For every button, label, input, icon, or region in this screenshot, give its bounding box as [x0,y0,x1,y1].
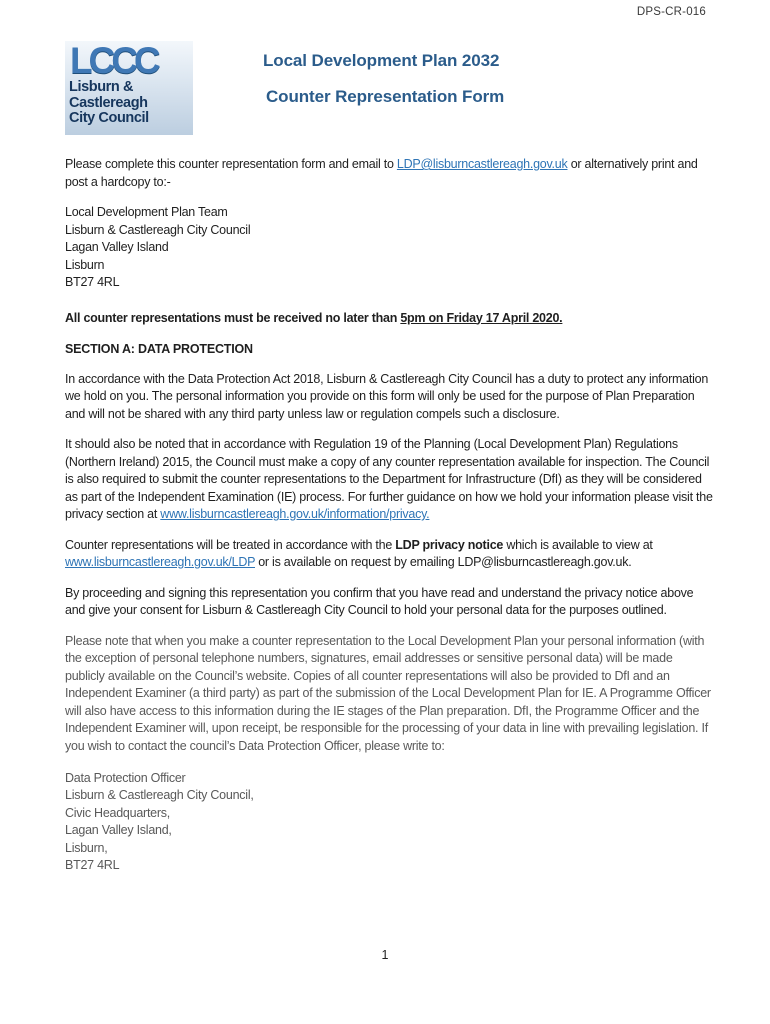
logo-text-line: Castlereagh [69,94,148,111]
address-line: Lisburn [65,257,105,272]
data-protection-paragraph-2 [65,436,713,524]
address-line: Lagan Valley Island [65,240,169,254]
consent-paragraph: By proceeding and signing this representation you confirm that you have read and understand the privacy notice above and give your consent for Lisburn & Castlereagh City Council to hold your personal data for the purposes outlined. [65,585,694,617]
deadline-text: All counter representations must be received no later than [65,310,401,325]
data-protection-paragraph-1: In accordance with the Data Protection Act 2018, Lisburn & Castlereagh City Council has a duty to protect any information we hold on you. The personal information you provide on this form will only be used for the purpose of Plan Preparation and will not be shared with any third party unless law or regulation compels such a disclosure. [65,371,709,421]
doc-code: DPS-CR-016 [636,6,706,18]
paragraph-2-text: It should also be noted that in accordance with Regulation 19 of the Planning (Local Development Plan) Regulations (Northern Ireland) 2015, the Council must make a copy of any counter representation available for inspection. The Council is also required to submit the counter representations to the Department for Infrastructure (DfI) as they will be considered as part of the Independent Examination (IE) process. For further guidance on how we hold your information please visit the privacy section at [65,437,713,521]
title-block [263,41,504,124]
ldp-privacy-notice-bold: LDP privacy notice [395,537,504,552]
intro-paragraph [65,156,713,191]
council-logo [65,41,193,135]
address-line: BT27 4RL [65,858,120,873]
logo-acronym: LCCC [70,41,157,81]
intro-text-before: Please complete this counter representation form and email to [65,157,397,171]
dpo-address [65,770,706,874]
email-link[interactable]: LDP@lisburncastlereagh.gov.uk [396,157,568,171]
address-line: Lisburn & Castlereagh City Council, [65,788,254,803]
deadline-date: 5pm on Friday 17 April 2020. [400,310,563,325]
deadline-notice [65,310,713,328]
paragraph-3-text-before: Counter representations will be treated in accordance with the [65,537,396,552]
address-line: Lisburn & Castlereagh City Council [65,222,251,237]
document-subtitle: Counter Representation Form [266,87,505,106]
intro-text-after: or alternatively print and post a hardcopy to:- [65,157,698,189]
privacy-section-link[interactable]: www.lisburncastlereagh.gov.uk/information/privacy. [160,507,430,521]
ldp-page-link[interactable]: www.lisburncastlereagh.gov.uk/LDP [65,555,255,569]
address-line: Data Protection Officer [65,771,186,785]
logo-text-line: City Council [69,110,149,126]
address-line: BT27 4RL [65,275,120,289]
data-protection-paragraph-3 [65,537,713,572]
logo-text-line: Lisburn & [69,79,134,95]
public-availability-note: Please note that when you make a counter representation to the Local Development Plan your personal information (with the exception of personal telephone numbers, signatures, email addresses or sensitive personal data) will be made publicly available on the Council’s website. Copies of all counter representations will also be provided to DfI and an Independent Examiner (a third party) as part of the submission of the Local Development Plan for IE. A Programme Officer will also have access to this information during the IE stages of the Plan preparation. DfI, the Programme Officer and the Independent Examiner will, upon receipt, be responsible for the processing of your data in line with prevailing legislation. If you wish to contact the council’s Data Protection Officer, please write to: [65,633,711,753]
address-line: Lagan Valley Island, [65,823,172,838]
address-line: Civic Headquarters, [65,805,171,820]
document-header [65,41,706,135]
section-a-heading: SECTION A: DATA PROTECTION [65,342,253,356]
paragraph-3-text-after: or is available on request by emailing LDP@lisburncastlereagh.gov.uk. [255,555,632,569]
paragraph-3-text-mid: which is available to view at [503,537,653,552]
document-title: Local Development Plan 2032 [263,51,500,70]
plan-team-address [65,204,706,292]
page-number: 1 [381,948,389,962]
address-line: Local Development Plan Team [65,205,228,219]
address-line: Lisburn, [65,840,108,855]
